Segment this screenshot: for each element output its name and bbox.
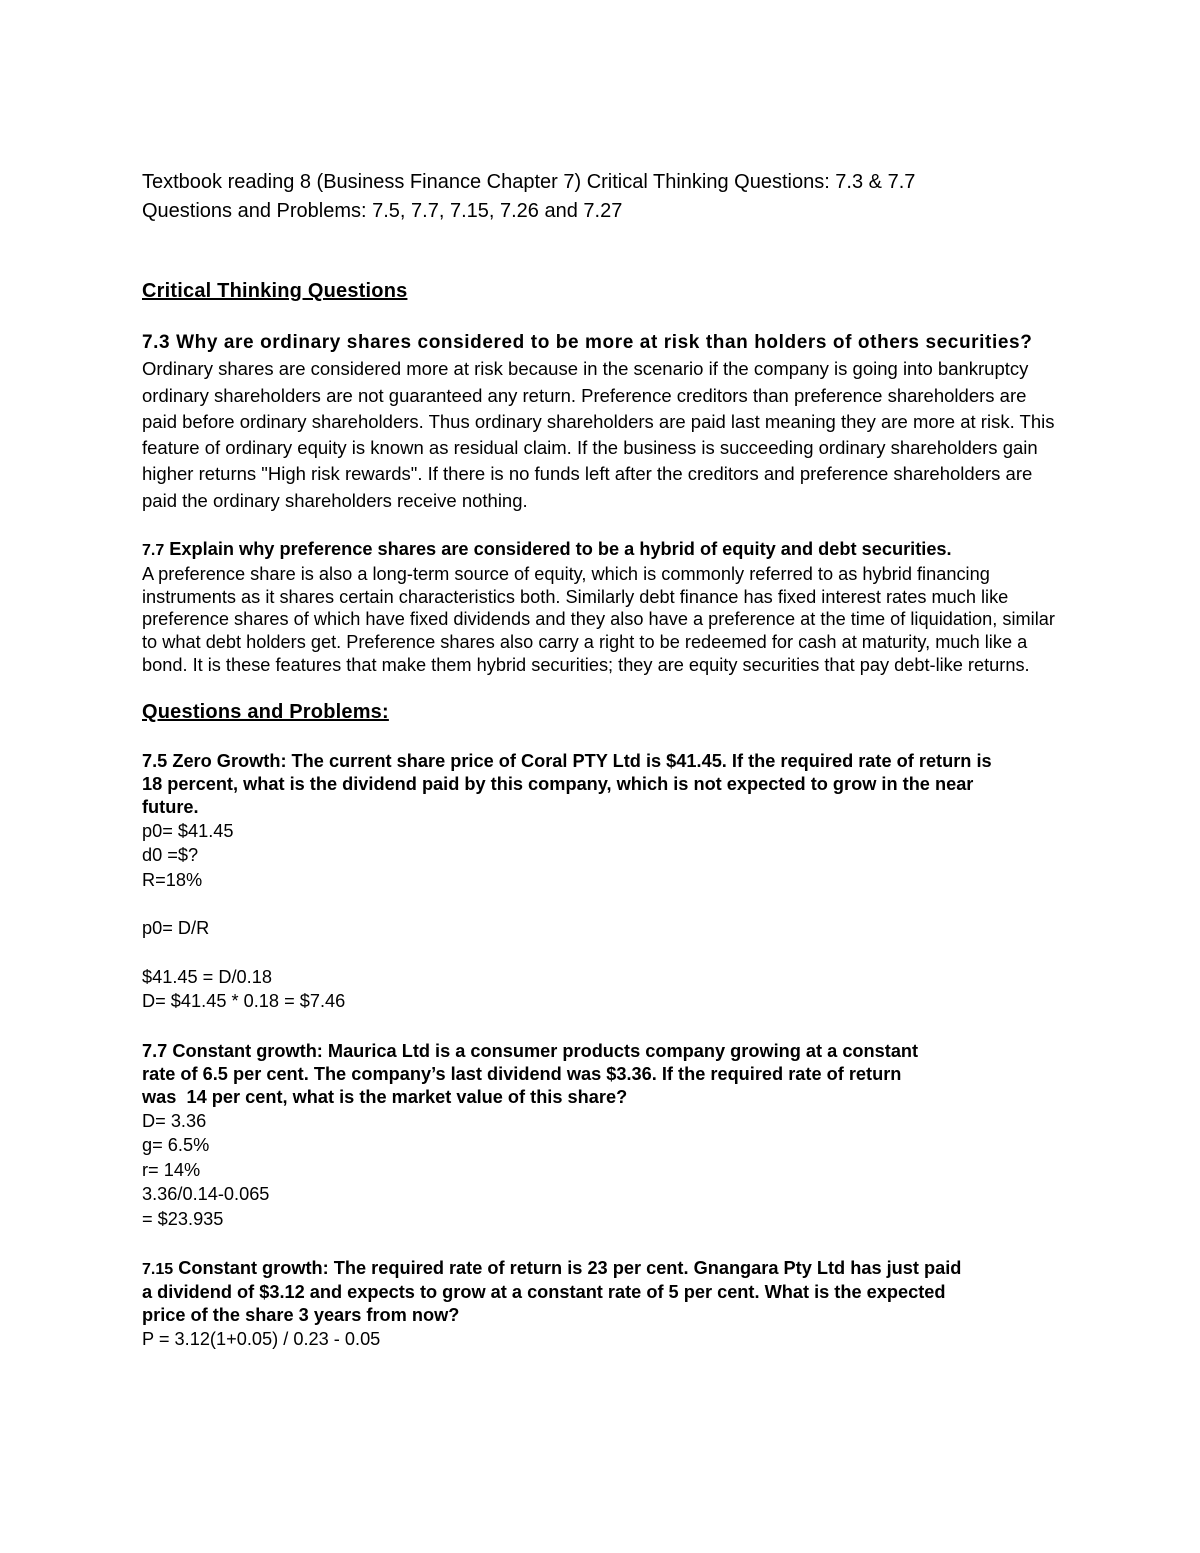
question-7-3 xyxy=(142,329,1062,514)
question-line: rate of 6.5 per cent. The company’s last dividend was $3.36. If the required rate of return xyxy=(142,1063,902,1084)
problem-7-5-working xyxy=(142,819,1062,1014)
question-number: 7.7 xyxy=(142,542,165,560)
question-7-7-answer: A preference share is also a long-term source of equity, which is commonly referred to as hybrid financing instruments as it shares certain characteristics both. Similarly debt finance has fixed interest rates much like preference shares of which have fixed dividends and they also have a preference at the time of liquidation, similar to what debt holders get. Preference shares also carry a right to be redeemed for cash at maturity, much like a bond. It is these features that make them hybrid securities; they are equity securities that pay debt-like returns. xyxy=(142,563,1055,676)
question-7-7-text: Explain why preference shares are considered to be a hybrid of equity and debt securities. xyxy=(164,539,952,560)
working-line: p0= D/R xyxy=(142,918,210,939)
question-line: price of the share 3 years from now? xyxy=(142,1305,460,1326)
intro-line: Textbook reading 8 (Business Finance Chapter 7) Critical Thinking Questions: 7.3 & 7.7 xyxy=(142,171,916,193)
working-line: $41.45 = D/0.18 xyxy=(142,966,272,987)
questions-problems-heading: Questions and Problems: xyxy=(142,700,389,723)
question-7-3-text: 7.3 Why are ordinary shares considered to be more at risk than holders of others securities? xyxy=(142,332,1033,353)
working-line: r= 14% xyxy=(142,1159,201,1180)
intro-line: Questions and Problems: 7.5, 7.7, 7.15, 7.26 and 7.27 xyxy=(142,200,623,222)
working-line: g= 6.5% xyxy=(142,1135,210,1156)
problem-7-15-working xyxy=(142,1327,1062,1352)
question-line: 18 percent, what is the dividend paid by this company, which is not expected to grow in the near xyxy=(142,773,974,794)
problem-7-5 xyxy=(142,750,1062,1014)
intro-paragraph xyxy=(142,168,1062,226)
question-line: a dividend of $3.12 and expects to grow at a constant rate of 5 per cent. What is the expected xyxy=(142,1282,946,1303)
working-line: P = 3.12(1+0.05) / 0.23 - 0.05 xyxy=(142,1329,381,1350)
question-line xyxy=(142,1257,1062,1281)
document-body xyxy=(142,168,1062,1352)
working-line: p0= $41.45 xyxy=(142,820,234,841)
question-line: was 14 per cent, what is the market value of this share? xyxy=(142,1086,628,1107)
question-text: Constant growth: The required rate of return is 23 per cent. Gnangara Pty Ltd has just paid xyxy=(173,1258,962,1279)
working-line: = $23.935 xyxy=(142,1208,224,1229)
question-line: future. xyxy=(142,796,199,817)
critical-thinking-heading: Critical Thinking Questions xyxy=(142,280,408,302)
question-line: 7.5 Zero Growth: The current share price of Coral PTY Ltd is $41.45. If the required rate of return is xyxy=(142,750,992,771)
working-line: d0 =$? xyxy=(142,845,199,866)
working-line: R=18% xyxy=(142,869,203,890)
question-line: 7.7 Constant growth: Maurica Ltd is a consumer products company growing at a constant xyxy=(142,1040,919,1061)
problem-7-15 xyxy=(142,1257,1062,1352)
working-line: 3.36/0.14-0.065 xyxy=(142,1184,270,1205)
working-line xyxy=(142,1109,1062,1134)
question-7-3-answer: Ordinary shares are considered more at risk because in the scenario if the company is going into bankruptcy ordinary shareholders are not guaranteed any return. Preference creditors than preference shareholders are paid before ordinary shareholders. Thus ordinary shareholders are paid last meaning they are more at risk. This feature of ordinary equity is known as residual claim. If the business is succeeding ordinary shareholders gain higher returns "High risk rewards". If there is no funds left after the creditors and preference shareholders are paid the ordinary shareholders receive nothing. xyxy=(142,358,1055,511)
problem-7-7-question xyxy=(142,1040,1062,1109)
dividend-label: D= xyxy=(142,1110,166,1131)
problem-7-7-working xyxy=(142,1109,1062,1232)
problem-7-5-question xyxy=(142,750,1062,819)
dividend-value: 3.36 xyxy=(165,1110,207,1131)
problem-7-7 xyxy=(142,1040,1062,1232)
question-number: 7.15 xyxy=(142,1261,174,1279)
working-line: D= $41.45 * 0.18 = $7.46 xyxy=(142,991,346,1012)
problem-7-15-question xyxy=(142,1257,1062,1327)
question-7-7-heading xyxy=(142,539,952,559)
question-7-7-critical xyxy=(142,538,1062,677)
